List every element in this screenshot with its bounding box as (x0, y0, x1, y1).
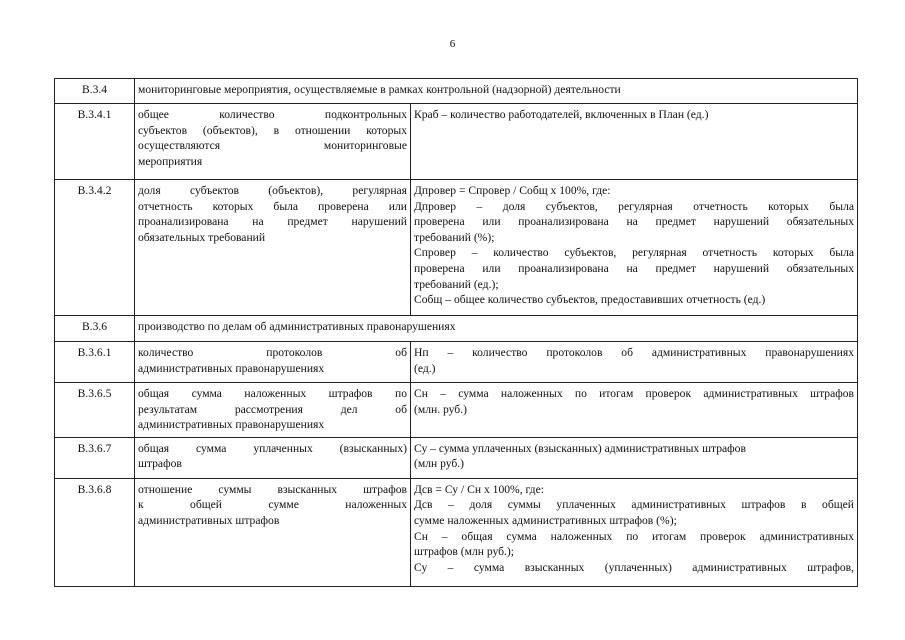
formula-line: (млн. руб.) (414, 402, 467, 416)
row-code: В.3.6 (55, 316, 135, 342)
indicator-line: мероприятия (138, 154, 203, 168)
formula-cell (411, 342, 858, 383)
indicator-line: административных штрафов (138, 513, 280, 527)
formula-line: (ед.) (414, 361, 436, 375)
formula-line: Собщ – общее количество субъектов, предоставивших отчетность (ед.) (414, 293, 766, 307)
table-row (55, 180, 858, 316)
section-row (55, 79, 858, 104)
formula-line: требований (%); (414, 230, 495, 244)
formula-line: Краб – количество работодателей, включенных в План (ед.) (414, 108, 709, 121)
formula-line: Сн – сумма наложенных по итогам проверок административных штрафов (414, 387, 855, 400)
indicator-cell (135, 478, 411, 586)
indicator-line: общая сумма наложенных штрафов по (138, 387, 407, 400)
section-title: мониторинговые мероприятия, осуществляемые в рамках контрольной (надзорной) деятельности (135, 79, 858, 104)
indicator-line: общая сумма уплаченных (взысканных) (138, 441, 407, 455)
indicator-line: отчетность которых была проверена или (138, 199, 407, 213)
row-code: В.3.6.8 (55, 478, 135, 586)
row-code: В.3.6.7 (55, 437, 135, 478)
table-row (55, 437, 858, 478)
indicator-line: административных правонарушениях (138, 361, 325, 375)
formula-line: Дсв = Су / Сн x 100%, где: (414, 482, 544, 496)
formula-cell (411, 383, 858, 438)
indicator-line: субъектов (объектов), в отношении которых (138, 123, 407, 137)
formula-line: Дсв – доля суммы уплаченных административных штрафов в общей (414, 498, 855, 512)
formula-line: Нп – количество протоколов об административных правонарушениях (414, 346, 855, 359)
indicator-line: доля субъектов (объектов), регулярная (138, 184, 407, 197)
section-row (55, 316, 858, 342)
formula-line: Спровер – количество субъектов, регулярная отчетность которых была (414, 246, 855, 260)
indicator-line: проанализирована на предмет нарушений (138, 215, 407, 229)
indicator-cell (135, 342, 411, 383)
row-code: В.3.6.1 (55, 342, 135, 383)
table-row (55, 342, 858, 383)
row-code: В.3.4.2 (55, 180, 135, 316)
formula-line: Су – сумма уплаченных (взысканных) административных штрафов (414, 441, 746, 455)
row-code: В.3.4.1 (55, 104, 135, 180)
row-code: В.3.4 (55, 79, 135, 104)
formula-line: Сн – общая сумма наложенных по итогам проверок административных (414, 529, 855, 543)
indicator-line: штрафов (138, 457, 182, 471)
formula-line: Дпровер – доля субъектов, регулярная отчетность которых была (414, 199, 855, 213)
indicator-cell (135, 180, 411, 316)
formula-line: Дпровер = Спровер / Собщ x 100%, где: (414, 184, 611, 197)
section-title: производство по делам об административных правонарушениях (135, 316, 858, 342)
indicator-line: количество протоколов об (138, 346, 407, 359)
formula-line: требований (ед.); (414, 277, 499, 291)
indicator-line: отношение суммы взысканных штрафов (138, 482, 407, 496)
table-row (55, 104, 858, 180)
indicator-cell (135, 437, 411, 478)
formula-line: сумме наложенных административных штрафов (%); (414, 513, 677, 527)
formula-line: проверена или проанализирована на предмет нарушений обязательных (414, 215, 855, 229)
indicator-line: обязательных требований (138, 230, 266, 244)
formula-line: (млн руб.) (414, 457, 465, 471)
formula-line: штрафов (млн руб.); (414, 545, 515, 559)
indicator-line: к общей сумме наложенных (138, 498, 407, 512)
indicator-line: результатам рассмотрения дел об (138, 402, 407, 416)
indicator-cell (135, 104, 411, 180)
table-row (55, 383, 858, 438)
formula-cell (411, 437, 858, 478)
table-row (55, 478, 858, 586)
indicator-line: осуществляются мониторинговые (138, 139, 407, 153)
formula-cell (411, 104, 858, 180)
indicators-table (54, 78, 858, 587)
indicator-line: общее количество подконтрольных (138, 108, 407, 121)
formula-line: проверена или проанализирована на предмет нарушений обязательных (414, 261, 855, 275)
formula-cell (411, 478, 858, 586)
formula-line: Су – сумма взысканных (уплаченных) административных штрафов, (414, 560, 855, 574)
row-code: В.3.6.5 (55, 383, 135, 438)
indicator-cell (135, 383, 411, 438)
formula-cell (411, 180, 858, 316)
indicator-line: административных правонарушениях (138, 418, 325, 432)
page-number: 6 (449, 38, 456, 50)
